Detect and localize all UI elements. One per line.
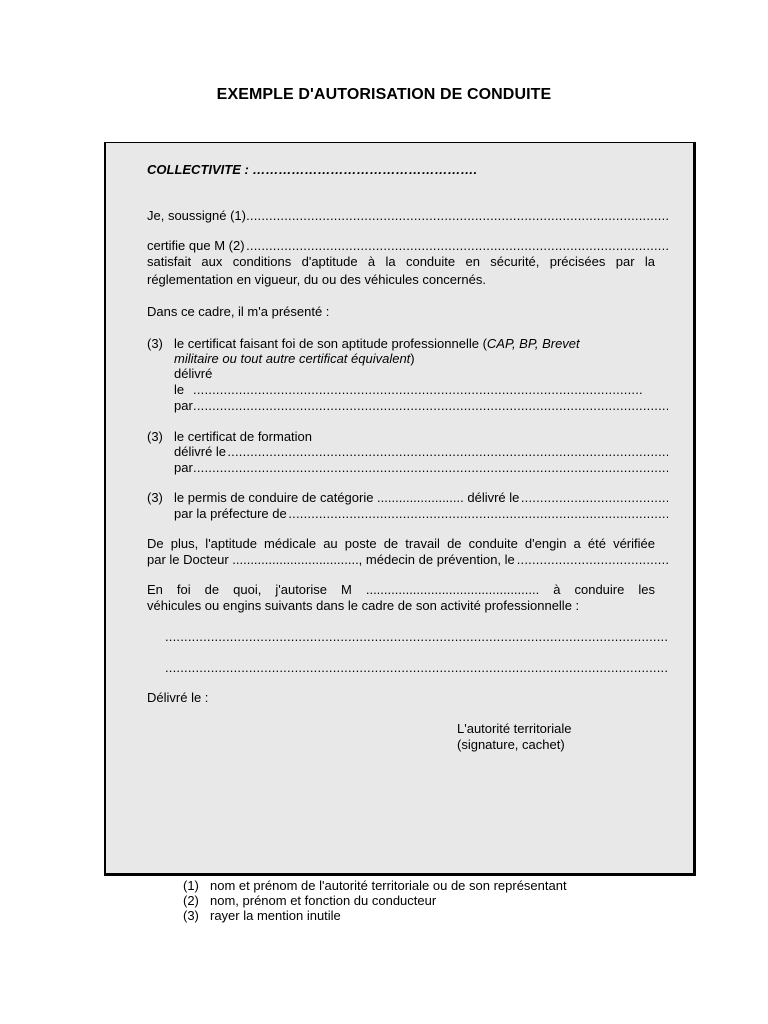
vehicle-line-1 [165, 629, 668, 644]
satisfait-line-1: satisfait aux conditions d'aptitude à la conduite en sécurité, précisées par la [147, 254, 655, 269]
en-foi-line-2: véhicules ou engins suivants dans le cadre de son activité professionnelle : [147, 598, 580, 613]
footnote-1-text: nom et prénom de l'autorité territoriale ou de son représentant [210, 878, 567, 893]
soussigne-label: Je, soussigné (1) [147, 208, 246, 223]
item2-par-label: par [174, 460, 193, 475]
document-title: EXEMPLE D'AUTORISATION DE CONDUITE [216, 86, 552, 103]
dans-ce-cadre: Dans ce cadre, il m'a présenté : [147, 304, 330, 319]
item1-line2 [174, 351, 415, 366]
aptitude-line-2-text: par le Docteur ..................................., médecin de prévention, le [147, 552, 515, 567]
item3-label: le permis de conduire de catégorie ........................ délivré le [174, 490, 520, 505]
delivre-le: Délivré le : [147, 690, 209, 705]
certifie-label: certifie que M (2) [147, 238, 245, 253]
item2-label: le certificat de formation [174, 429, 313, 444]
item1-line2-end: ) [410, 351, 415, 366]
item2-number: (3) [147, 429, 163, 444]
item2-delivre-line [174, 444, 668, 459]
autorite-label: L'autorité territoriale [457, 721, 572, 736]
soussigne-line [147, 208, 668, 223]
item2-par-line [174, 460, 668, 475]
footnote-3 [183, 908, 341, 924]
item1-le-line [174, 382, 644, 397]
authorization-form-box [104, 142, 696, 876]
footnote-1-number: (1) [183, 878, 199, 893]
item1-par-label: par [174, 398, 193, 413]
footnote-2-number: (2) [183, 893, 199, 908]
item1-line1 [174, 336, 655, 351]
footnote-3-text: rayer la mention inutile [210, 908, 341, 923]
collectivite-field: COLLECTIVITE : ……………………………………………. [147, 162, 478, 177]
item1-line1-text: le certificat faisant foi de son aptitude professionnelle ( [174, 336, 487, 351]
item1-le-label: le [174, 382, 192, 397]
item1-line2-italic: militaire ou tout autre certificat équivalent [174, 351, 411, 366]
aptitude-line-1: De plus, l'aptitude médicale au poste de travail de conduite d'engin a été vérifiée [147, 536, 655, 551]
footnote-2 [183, 893, 436, 909]
vehicle-line-2 [165, 660, 668, 675]
en-foi-line-1: En foi de quoi, j'autorise M ................................................ à conduire les [147, 582, 655, 597]
aptitude-line-2 [147, 552, 668, 567]
item3-number: (3) [147, 490, 163, 505]
item3-prefecture-line [174, 506, 668, 521]
footnote-3-number: (3) [183, 908, 199, 923]
footnote-1 [183, 878, 567, 894]
item1-par-line [174, 398, 668, 413]
item2-delivre-label: délivré le [174, 444, 227, 459]
item1-line1-italic: CAP, BP, Brevet [486, 336, 580, 351]
footnote-2-text: nom, prénom et fonction du conducteur [210, 893, 437, 908]
item1-number: (3) [147, 336, 163, 351]
item1-delivre: délivré [174, 366, 213, 381]
signature-label: (signature, cachet) [457, 737, 565, 752]
item3-prefecture-label: par la préfecture de [174, 506, 287, 521]
item3-line [174, 490, 668, 505]
satisfait-line-2: réglementation en vigueur, du ou des véhicules concernés. [147, 272, 486, 287]
certifie-line [147, 238, 668, 253]
